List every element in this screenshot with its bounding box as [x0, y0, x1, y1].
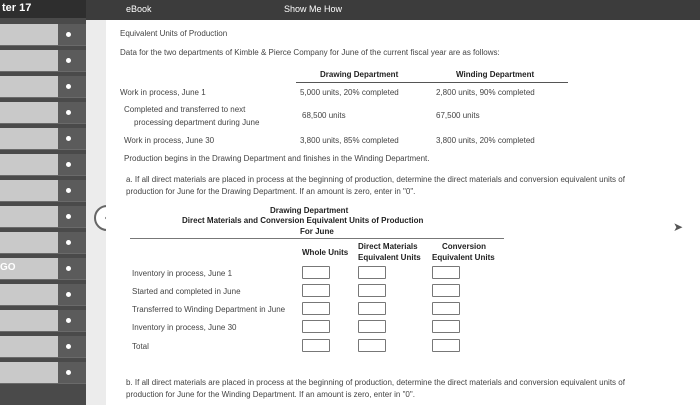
dot-icon [66, 136, 71, 141]
dot-icon [66, 58, 71, 63]
top-toolbar [86, 0, 700, 20]
production-note: Production begins in the Drawing Department and finishes in the Winding Department. [124, 154, 430, 163]
dot-icon [66, 344, 71, 349]
sidebar-item[interactable] [0, 232, 86, 254]
schedule-period: For June [300, 227, 334, 236]
dm-eu-total-input[interactable] [358, 339, 386, 352]
problem-content [106, 20, 700, 405]
row-drawing-value: 5,000 units, 20% completed [300, 88, 399, 97]
col-conv-header-2: Equivalent Units [432, 253, 495, 262]
conv-eu-input[interactable] [432, 302, 460, 315]
whole-units-input[interactable] [302, 266, 330, 279]
schedule-subtitle: Direct Materials and Conversion Equivalent Units of Production [182, 216, 424, 225]
conv-eu-input[interactable] [432, 320, 460, 333]
go-button[interactable]: GO [0, 262, 16, 273]
row-drawing-value: 3,800 units, 85% completed [300, 136, 399, 145]
whole-units-input[interactable] [302, 284, 330, 297]
divider [296, 82, 568, 83]
drawing-header: Drawing Department [320, 70, 399, 79]
sidebar-item[interactable] [0, 206, 86, 228]
dot-icon [66, 318, 71, 323]
divider [130, 238, 504, 239]
sidebar-item[interactable] [0, 180, 86, 202]
problem-title: Equivalent Units of Production [120, 29, 228, 38]
whole-units-total-input[interactable] [302, 339, 330, 352]
part-b-prompt: b. If all direct materials are placed in process at the beginning of production, determine the direct materials and conversion equivalent units of [126, 378, 625, 387]
dot-icon [66, 370, 71, 375]
sidebar-item[interactable] [0, 102, 86, 124]
row-label-cont: processing department during June [134, 118, 260, 127]
sidebar-item[interactable] [0, 284, 86, 306]
conv-eu-input[interactable] [432, 266, 460, 279]
problem-intro: Data for the two departments of Kimble & Pierce Company for June of the current fiscal year are as follows: [120, 48, 500, 57]
col-dm-header: Direct Materials [358, 242, 418, 251]
row-drawing-value: 68,500 units [302, 111, 346, 120]
conv-eu-input[interactable] [432, 284, 460, 297]
sidebar-item[interactable] [0, 310, 86, 332]
row-winding-value: 3,800 units, 20% completed [436, 136, 535, 145]
schedule-line-label: Inventory in process, June 1 [132, 269, 233, 278]
whole-units-input[interactable] [302, 320, 330, 333]
part-a-prompt-cont: production for June for the Drawing Department. If an amount is zero, enter in "0". [126, 187, 416, 196]
sidebar-item[interactable] [0, 154, 86, 176]
schedule-line-label: Transferred to Winding Department in June [132, 305, 286, 314]
dot-icon [66, 292, 71, 297]
sidebar-item[interactable] [0, 50, 86, 72]
sidebar-item[interactable] [0, 76, 86, 98]
col-conv-header: Conversion [442, 242, 487, 251]
chapter-label: ter 17 [2, 2, 32, 14]
sidebar-item[interactable] [0, 128, 86, 150]
schedule-line-label: Inventory in process, June 30 [132, 323, 237, 332]
part-b-prompt-cont: production for June for the Winding Department. If an amount is zero, enter in "0". [126, 390, 415, 399]
schedule-line-label: Total [132, 342, 149, 351]
row-label: Completed and transferred to next [124, 105, 246, 114]
cursor-icon: ➤ [673, 220, 684, 234]
winding-header: Winding Department [456, 70, 535, 79]
schedule-title: Drawing Department [270, 206, 349, 215]
dot-icon [66, 84, 71, 89]
row-winding-value: 67,500 units [436, 111, 480, 120]
dm-eu-input[interactable] [358, 284, 386, 297]
dm-eu-input[interactable] [358, 302, 386, 315]
dot-icon [66, 32, 71, 37]
dot-icon [66, 110, 71, 115]
schedule-line-label: Started and completed in June [132, 287, 241, 296]
whole-units-input[interactable] [302, 302, 330, 315]
dot-icon [66, 188, 71, 193]
part-a-prompt: a. If all direct materials are placed in process at the beginning of production, determine the direct materials and conversion equivalent units of [126, 175, 625, 184]
dot-icon [66, 266, 71, 271]
dm-eu-input[interactable] [358, 266, 386, 279]
dot-icon [66, 240, 71, 245]
row-label: Work in process, June 30 [124, 136, 215, 145]
dot-icon [66, 162, 71, 167]
sidebar-item[interactable] [0, 24, 86, 46]
dot-icon [66, 214, 71, 219]
sidebar-item[interactable] [0, 336, 86, 358]
sidebar-item[interactable] [0, 362, 86, 384]
ebook-tab[interactable]: eBook [126, 4, 152, 14]
col-dm-header-2: Equivalent Units [358, 253, 421, 262]
conv-eu-total-input[interactable] [432, 339, 460, 352]
row-label: Work in process, June 1 [120, 88, 206, 97]
col-whole-units: Whole Units [302, 248, 349, 257]
show-me-how-tab[interactable]: Show Me How [284, 4, 343, 14]
dm-eu-input[interactable] [358, 320, 386, 333]
row-winding-value: 2,800 units, 90% completed [436, 88, 535, 97]
sidebar [0, 0, 86, 405]
